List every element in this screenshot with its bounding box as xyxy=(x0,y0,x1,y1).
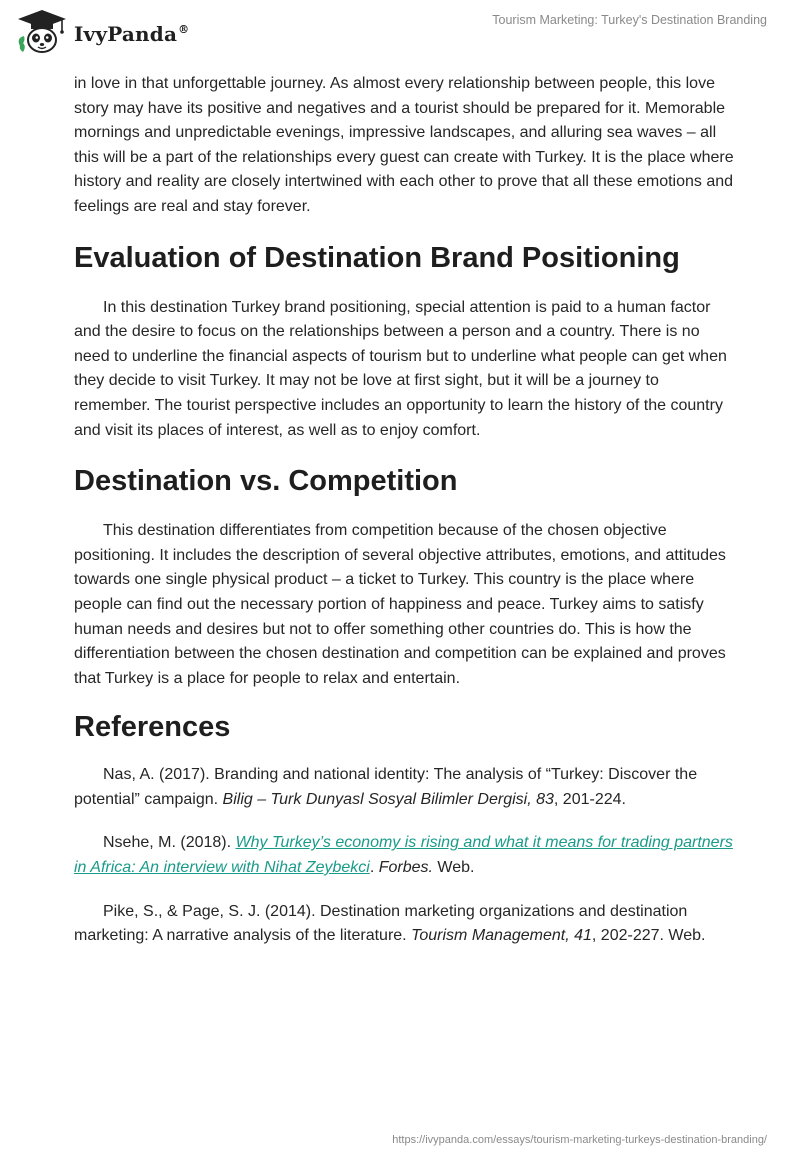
panda-graduate-icon xyxy=(14,8,70,56)
intro-paragraph: in love in that unforgettable journey. As almost every relationship between people, this love story may have its positive and negatives and a tourist should be prepared for it. Memorable mornings and unpredictable evenings, impressive landscapes, and alluring sea waves – all this will be a part of the relationships every guest can create with Turkey. It is the place where history and reality are closely intertwined with each other to prove that all these emotions and feelings are real and stay forever. xyxy=(74,75,734,215)
brand-name: IvyPanda® xyxy=(74,22,190,46)
references-heading: References xyxy=(74,711,231,744)
reference-item: Nas, A. (2017). Branding and national identity: The analysis of “Turkey: Discover the potential” campaign. Bilig – Turk Dunyasl Sosyal Bilimler Dergisi, 83, 201-224. xyxy=(74,766,698,808)
section-paragraph-competition: This destination differentiates from competition because of the chosen objective positioning. It includes the description of several objective attributes, emotions, and attitudes towards one single physical product – a ticket to Turkey. This country is the place where people can find out the necessary portion of happiness and peace. Turkey aims to satisfy human needs and desires but not to offer something other countries do. This is how the differentiation between the chosen destination and competition can be explained and proves that Turkey is a place for people to relax and entertain. xyxy=(74,522,726,687)
document-title: Tourism Marketing: Turkey's Destination Branding xyxy=(492,13,767,27)
brand-logo[interactable] xyxy=(14,8,189,56)
page-header xyxy=(0,0,800,70)
section-heading-competition: Destination vs. Competition xyxy=(74,465,458,498)
section-paragraph-evaluation: In this destination Turkey brand positioning, special attention is paid to a human factor and the desire to focus on the relationships between a person and a country. There is no need to underline the financial aspects of tourism but to underline what people can get when they decide to visit Turkey. It may not be love at first sight, but it will be a journey to remember. The tourist perspective includes an opportunity to learn the history of the country and visit its places of interest, as well as to enjoy comfort. xyxy=(74,298,727,439)
reference-link-forbes[interactable]: Why Turkey’s economy is rising and what it means for trading partners in Africa: An interview with Nihat Zeybekci xyxy=(74,834,733,877)
reference-item: Pike, S., & Page, S. J. (2014). Destination marketing organizations and destination marketing: A narrative analysis of the literature. Tourism Management, 41, 202-227. Web. xyxy=(74,902,706,945)
footer-url[interactable]: https://ivypanda.com/essays/tourism-marketing-turkeys-destination-branding/ xyxy=(392,1134,767,1146)
section-heading-evaluation: Evaluation of Destination Brand Positioning xyxy=(74,241,680,274)
essay-content xyxy=(74,72,734,968)
reference-item: Nsehe, M. (2018). Why Turkey’s economy is rising and what it means for trading partners in Africa: An interview with Nihat Zeybekci. Forbes. Web. xyxy=(74,834,733,877)
